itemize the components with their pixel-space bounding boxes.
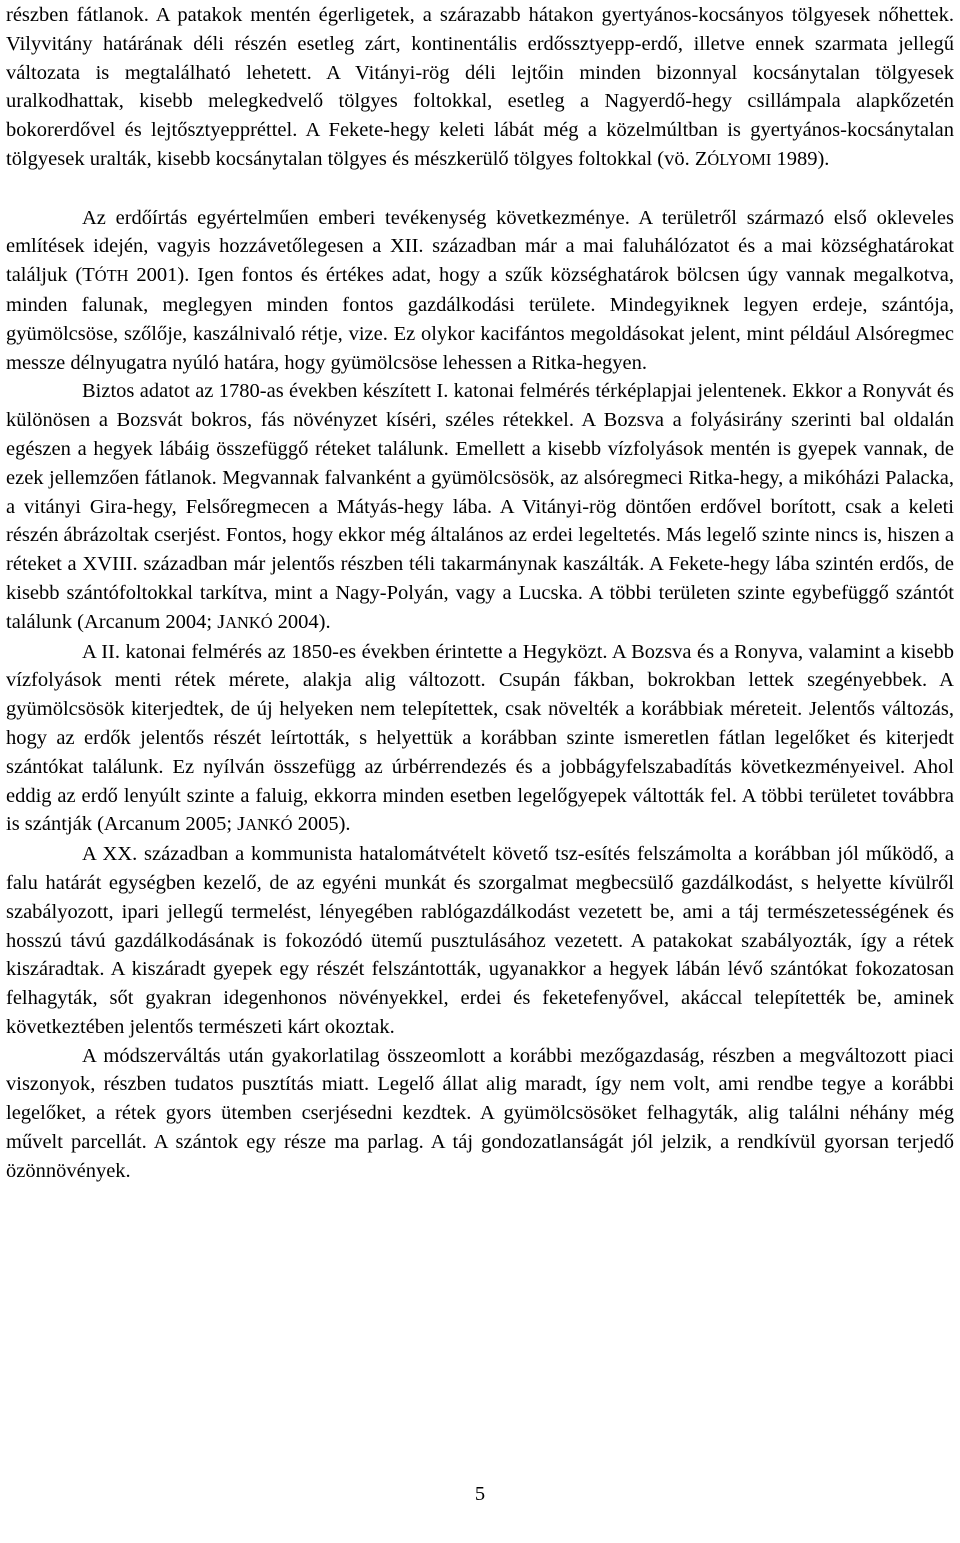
paragraph-text: 1989).: [771, 147, 830, 170]
page-number: 5: [474, 1483, 486, 1505]
paragraph-5: [6, 840, 954, 1042]
paragraph-3: [6, 377, 954, 637]
author-name-smallcaps: ANKÓ: [225, 612, 273, 632]
paragraph-6: [6, 1042, 954, 1186]
author-name-smallcaps: ÓLYOMI: [707, 149, 772, 169]
paragraph-text: részben fátlanok. A patakok mentén égerligetek, a szárazabb hátakon gyertyános-kocsányos tölgyesek nőhettek. Vilyvitány határának déli részén esetleg zárt, kontinentális erdőssztyepp-erdő, illetve ennek szarmata jellegű változata is megtalálható lehetett. A Vitányi-rög déli lejtőin minden bizonnyal kocsánytalan tölgyesek uralkodhattak, kisebb melegkedvelő tölgyes foltokkal, esetleg a Nagyerdő-hegy csillámpala alapkőzetén bokorerdővel és lejtősztyeppréttel. A Fekete-hegy keleti lábát még a közelmúltban is gyertyános-kocsánytalan tölgyesek uralták, kisebb kocsánytalan tölgyes és mészkerülő tölgyes foltokkal (vö. Z: [6, 4, 954, 170]
paragraph-2: [6, 204, 954, 378]
paragraph-text: 2005).: [292, 813, 351, 836]
paragraph-text: A módszerváltás után gyakorlatilag összeomlott a korábbi mezőgazdaság, részben a megváltozott piaci viszonyok, részben tudatos pusztítás miatt. Legelő állat alig maradt, így nem volt, ami rendbe tegye a korábbi legelőket, a rétek gyors ütemben cserjésedni kezdtek. A gyümölcsösöket felhagyták, alig találni néhány még művelt parcellát. A szántok egy része ma parlag. A táj gondozatlanságát jól jelzik, a rendkívül gyorsan terjedő özönnövények.: [6, 1044, 954, 1182]
paragraph-text: Biztos adatot az 1780-as években készített I. katonai felmérés térképlapjai jelentenek. Ekkor a Ronyvát és különösen a Bozsvát bokros, fás növényzet kíséri, széles rétekkel. A Bozsva a folyásirány szerinti bal oldalán egészen a hegyek lábáig összefüggő réteket találunk. Emellett a kisebb vízfolyások mentén is gyepek vannak, de ezek jellemzően fátlanok. Megvannak falvanként a gyümölcsösök, az alsóregmeci Ritka-hegy, a mikóházi Palacka, a vitányi Gira-hegy, Felsőregmecen a Mátyás-hegy lába. A Vitányi-rög döntően erdővel borított, csak a keleti részén ábrázoltak cserjést. Fontos, hogy ekkor még általános az erdei legeltetés. Más legelő szinte nincs is, hiszen a réteket a XVIII. században már jelentős részben téli takarmánynak kaszálták. A Fekete-hegy lába szintén erdős, de kisebb szántófoltokkal tarkítva, mint a Nagy-Polyán, vagy a Lucska. A többi területen szinte egybefüggő szántót találunk (Arcanum 2004; J: [6, 380, 954, 633]
paragraph-text: 2004).: [272, 610, 331, 633]
paragraph-text: A XX. században a kommunista hatalomátvételt követő tsz-esítés felszámolta a korábban jól működő, a falu határát egységben kezelő, de az egyéni munkát és szorgalmat megbecsülő gazdálkodást, s helyette kívülről szabályozott, ipari jellegű termelést, lényegében rablógazdálkodást vezetett be, ami a táj természetességének és hosszú távú gazdálkodásának is fokozódó ütemű pusztulásához vezetett. A patakokat szabályozták, így a rétek kiszáradtak. A kiszáradt gyepek egy részét felszántották, ugyanakkor a hegyek lábán lévő szántókat fokozatosan felhagyták, sőt gyakran idegenhonos növényekkel, erdei és feketefenyővel, akáccal telepítették be, aminek következtében jelentős természeti kárt okoztak.: [6, 843, 954, 1038]
author-name-smallcaps: ANKÓ: [245, 815, 293, 835]
paragraph-4: [6, 638, 954, 841]
paragraph-text: 2001). Igen fontos és értékes adat, hogy a szűk községhatárok bölcsen úgy vannak megalkotva, minden falunak, meglegyen minden fontos gazdálkodási területe. Mindegyiknek legyen erdeje, szántója, gyümölcsöse, szőlője, kaszálnivaló rétje, vize. Ez olykor kacifántos megoldásokat jelent, mint például Alsóregmec messze délnyugatra nyúló határa, hogy gyümölcsöse lehessen a Ritka-hegyen.: [6, 264, 954, 374]
paragraph-1: [6, 1, 954, 175]
author-name-smallcaps: ÓTH: [94, 266, 129, 286]
body-text: [6, 1, 954, 1186]
document-page: [6, 0, 954, 1543]
paragraph-text: A II. katonai felmérés az 1850-es években érintette a Hegyközt. A Bozsva és a Ronyva, valamint a kisebb vízfolyások menti rétek mérete, alakja alig változott. Csupán fákban, bokrokban lettek szegényebbek. A gyümölcsösök kiterjedtek, de új helyeken nem telepítettek, csak növelték a korábbiak méreteit. Jelentős változás, hogy az erdők jelentős részét leírtották, s helyettük a korábban szinte ismeretlen fátlan legelőket és kiterjedt szántókat találunk. Ez nyílván összefügg az úrbérrendezés és a jobbágyfelszabadítás következményeivel. Ahol eddig az erdő lenyúlt szinte a faluig, ekkorra minden esetben legelőgyepek váltották fel. A többi területet továbbra is szántják (Arcanum 2005; J: [6, 640, 954, 836]
paragraph-text: Az erdőírtás egyértelműen emberi tevékenység következménye. A területről származó első okleveles említések idején, vagyis hozzávetőlegesen a XII. században már a mai faluhálózatot és a mai községhatárokat találjuk (T: [6, 206, 954, 287]
